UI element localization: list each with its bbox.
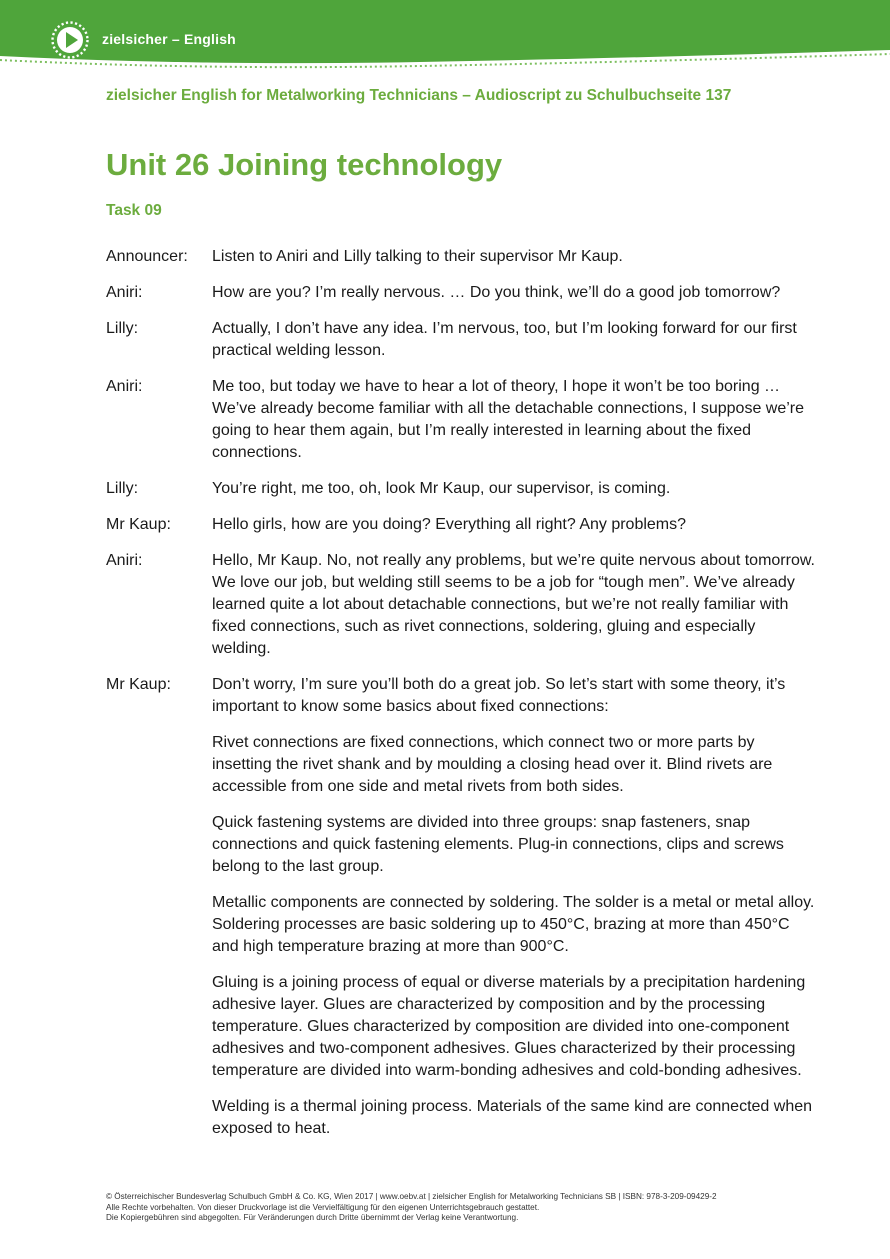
speaker-label: Lilly: xyxy=(106,320,139,337)
dialogue-paragraph: Listen to Aniri and Lilly talking to their supervisor Mr Kaup. xyxy=(212,248,623,265)
dialogue-text xyxy=(212,514,816,536)
header-banner xyxy=(0,0,890,80)
dialogue-paragraph: Gluing is a joining process of equal or diverse materials by a precipitation hardening adhesive layer. Glues are characterized by composition and by the processing temperature. Glues characterized by composition are divided into one-component adhesives and two-component adhesives. Glues characterized by their processing temperature are divided into warm-bonding adhesives and cold-bonding adhesives. xyxy=(212,974,806,1079)
dialogue-paragraph: Rivet connections are fixed connections, which connect two or more parts by insetting the rivet shank and by moulding a closing head over it. Blind rivets are accessible from one side and metal rivets from both sides. xyxy=(212,734,773,795)
dialogue-line xyxy=(106,376,816,464)
speaker-label: Aniri: xyxy=(106,378,143,395)
dialogue-paragraph: Hello girls, how are you doing? Everything all right? Any problems? xyxy=(212,516,687,533)
brand-name: zielsicher – English xyxy=(102,31,236,47)
footer-line: Die Kopiergebühren sind abgegolten. Für Veränderungen durch Dritte übernimmt der Verlag keine Verantwortung. xyxy=(106,1213,519,1222)
dialogue-line xyxy=(106,514,816,536)
dialogue-paragraph: Quick fastening systems are divided into three groups: snap fasteners, snap connections and quick fastening elements. Plug-in connections, clips and screws belong to the last group. xyxy=(212,814,784,875)
speaker-label: Aniri: xyxy=(106,552,143,569)
dialogue-line xyxy=(106,282,816,304)
dialogue-paragraph: You’re right, me too, oh, look Mr Kaup, our supervisor, is coming. xyxy=(212,480,671,497)
dialogue-paragraph: Actually, I don’t have any idea. I’m nervous, too, but I’m looking forward for our first practical welding lesson. xyxy=(212,320,797,359)
dialogue-text xyxy=(212,318,816,362)
dialogue-text xyxy=(212,246,816,268)
speaker-label: Mr Kaup: xyxy=(106,516,171,533)
dialogue-text xyxy=(212,376,816,464)
footer-line: Alle Rechte vorbehalten. Von dieser Druckvorlage ist die Vervielfältigung für den eigenen Unterrichtsgebrauch gestattet. xyxy=(106,1202,540,1212)
dialogue-paragraph: Welding is a thermal joining process. Materials of the same kind are connected when exposed to heat. xyxy=(212,1098,813,1137)
task-label: Task 09 xyxy=(106,202,162,219)
dialogue-transcript xyxy=(106,246,816,1154)
footer-line: © Österreichischer Bundesverlag Schulbuch GmbH & Co. KG, Wien 2017 | www.oebv.at | zielsicher English for Metalworking Technicians SB | ISBN: 978-3-209-09429-2 xyxy=(106,1192,717,1201)
dialogue-line xyxy=(106,246,816,268)
dialogue-text xyxy=(212,282,816,304)
speaker-label: Aniri: xyxy=(106,284,143,301)
dialogue-paragraph: Hello, Mr Kaup. No, not really any problems, but we’re quite nervous about tomorrow. We love our job, but welding still seems to be a job for “tough men”. We’ve already learned quite a lot about detachable connections, but we’re not really familiar with fixed connections, such as rivet connections, soldering, gluing and especially welding. xyxy=(212,552,815,657)
unit-title: Unit 26 Joining technology xyxy=(106,147,503,182)
dialogue-paragraph: Don’t worry, I’m sure you’ll both do a great job. So let’s start with some theory, it’s important to know some basics about fixed connections: xyxy=(212,676,786,715)
speaker-label: Mr Kaup: xyxy=(106,676,171,693)
dialogue-line xyxy=(106,550,816,660)
dialogue-line xyxy=(106,318,816,362)
dialogue-paragraph: Me too, but today we have to hear a lot of theory, I hope it won’t be too boring … We’ve already become familiar with all the detachable connections, I suppose we’re going to hear them again, but I’m really interested in learning about the fixed connections. xyxy=(212,378,805,461)
dialogue-text xyxy=(212,550,816,660)
dialogue-line xyxy=(106,674,816,1140)
speaker-label: Lilly: xyxy=(106,480,139,497)
speaker-label: Announcer: xyxy=(106,248,188,265)
play-circle-icon xyxy=(50,20,90,60)
dialogue-paragraph: How are you? I’m really nervous. … Do you think, we’ll do a good job tomorrow? xyxy=(212,284,781,301)
dialogue-text xyxy=(212,478,816,500)
dialogue-line xyxy=(106,478,816,500)
dialogue-paragraph: Metallic components are connected by soldering. The solder is a metal or metal alloy. Soldering processes are basic soldering up to 450°C, brazing at more than 450°C and high temperature brazing at more than 900°C. xyxy=(212,894,815,955)
copyright-footer xyxy=(106,1192,826,1224)
document-subtitle: zielsicher English for Metalworking Technicians – Audioscript zu Schulbuchseite 137 xyxy=(106,87,732,104)
dialogue-text xyxy=(212,674,816,1140)
